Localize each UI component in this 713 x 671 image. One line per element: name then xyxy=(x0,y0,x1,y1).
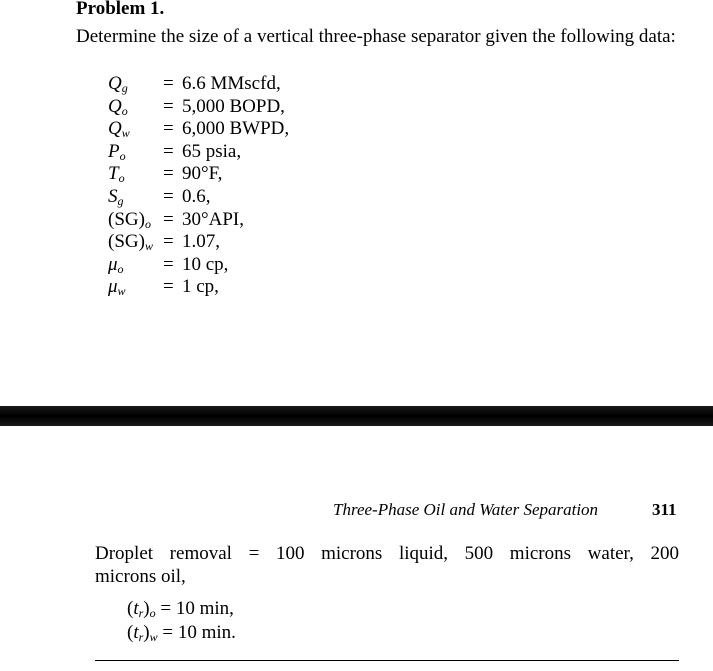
equals-sign: = xyxy=(163,118,174,140)
variable-value: 0.6, xyxy=(182,186,211,207)
variable-value: 90°F, xyxy=(182,163,223,185)
footer-rule xyxy=(95,660,679,661)
variable-symbol: $Q_o$ xyxy=(108,95,128,118)
variable-value: 1 cp, xyxy=(182,276,219,298)
equals-sign: = xyxy=(163,73,174,94)
equals-sign: = xyxy=(163,186,174,207)
page-separator-band xyxy=(0,406,713,426)
variable-value: 6.6 MMscfd, xyxy=(182,73,281,94)
variable-value: 1.07, xyxy=(182,231,220,253)
droplet-line-2: microns oil, xyxy=(95,566,186,587)
equals-sign: = xyxy=(163,253,174,275)
equals-sign: = xyxy=(163,95,174,117)
variable-symbol: $\mu_w$ xyxy=(108,276,126,299)
variable-symbol: $Q_w$ xyxy=(108,118,130,141)
equals-sign: = xyxy=(163,140,174,162)
retention-time-line: $(t_r)_o = 10$ min, xyxy=(127,598,234,620)
retention-time-line: $(t_r)_w = 10$ min. xyxy=(127,622,236,644)
variable-value: 5,000 BOPD, xyxy=(182,95,285,117)
variable-value: 6,000 BWPD, xyxy=(182,118,290,140)
variable-symbol: $Q_g$ xyxy=(108,73,128,95)
variable-value: 65 psia, xyxy=(182,140,242,162)
droplet-line-1: Droplet removal = 100 microns liquid, 500 microns water, 200 xyxy=(95,543,679,564)
problem-title: Problem 1. xyxy=(76,0,165,19)
droplet-removal-text xyxy=(95,542,679,588)
variable-symbol: $(SG)_w$ xyxy=(108,231,153,254)
variable-value: 30°API, xyxy=(182,208,244,230)
variable-symbol: $S_g$ xyxy=(108,186,124,208)
equals-sign: = xyxy=(163,231,174,253)
equals-sign: = xyxy=(163,163,174,185)
problem-intro: Determine the size of a vertical three-phase separator given the following data: xyxy=(76,26,676,47)
running-head: Three-Phase Oil and Water Separation xyxy=(333,500,599,519)
variable-symbol: $P_o$ xyxy=(108,140,126,163)
variable-symbol: $\mu_o$ xyxy=(108,253,124,276)
equals-sign: = xyxy=(163,276,174,298)
variable-value: 10 cp, xyxy=(182,253,229,275)
equals-sign: = xyxy=(163,208,174,230)
variable-symbol: $(SG)_o$ xyxy=(108,208,151,231)
page-number: 311 xyxy=(652,500,677,519)
variable-symbol: $T_o$ xyxy=(108,163,125,186)
